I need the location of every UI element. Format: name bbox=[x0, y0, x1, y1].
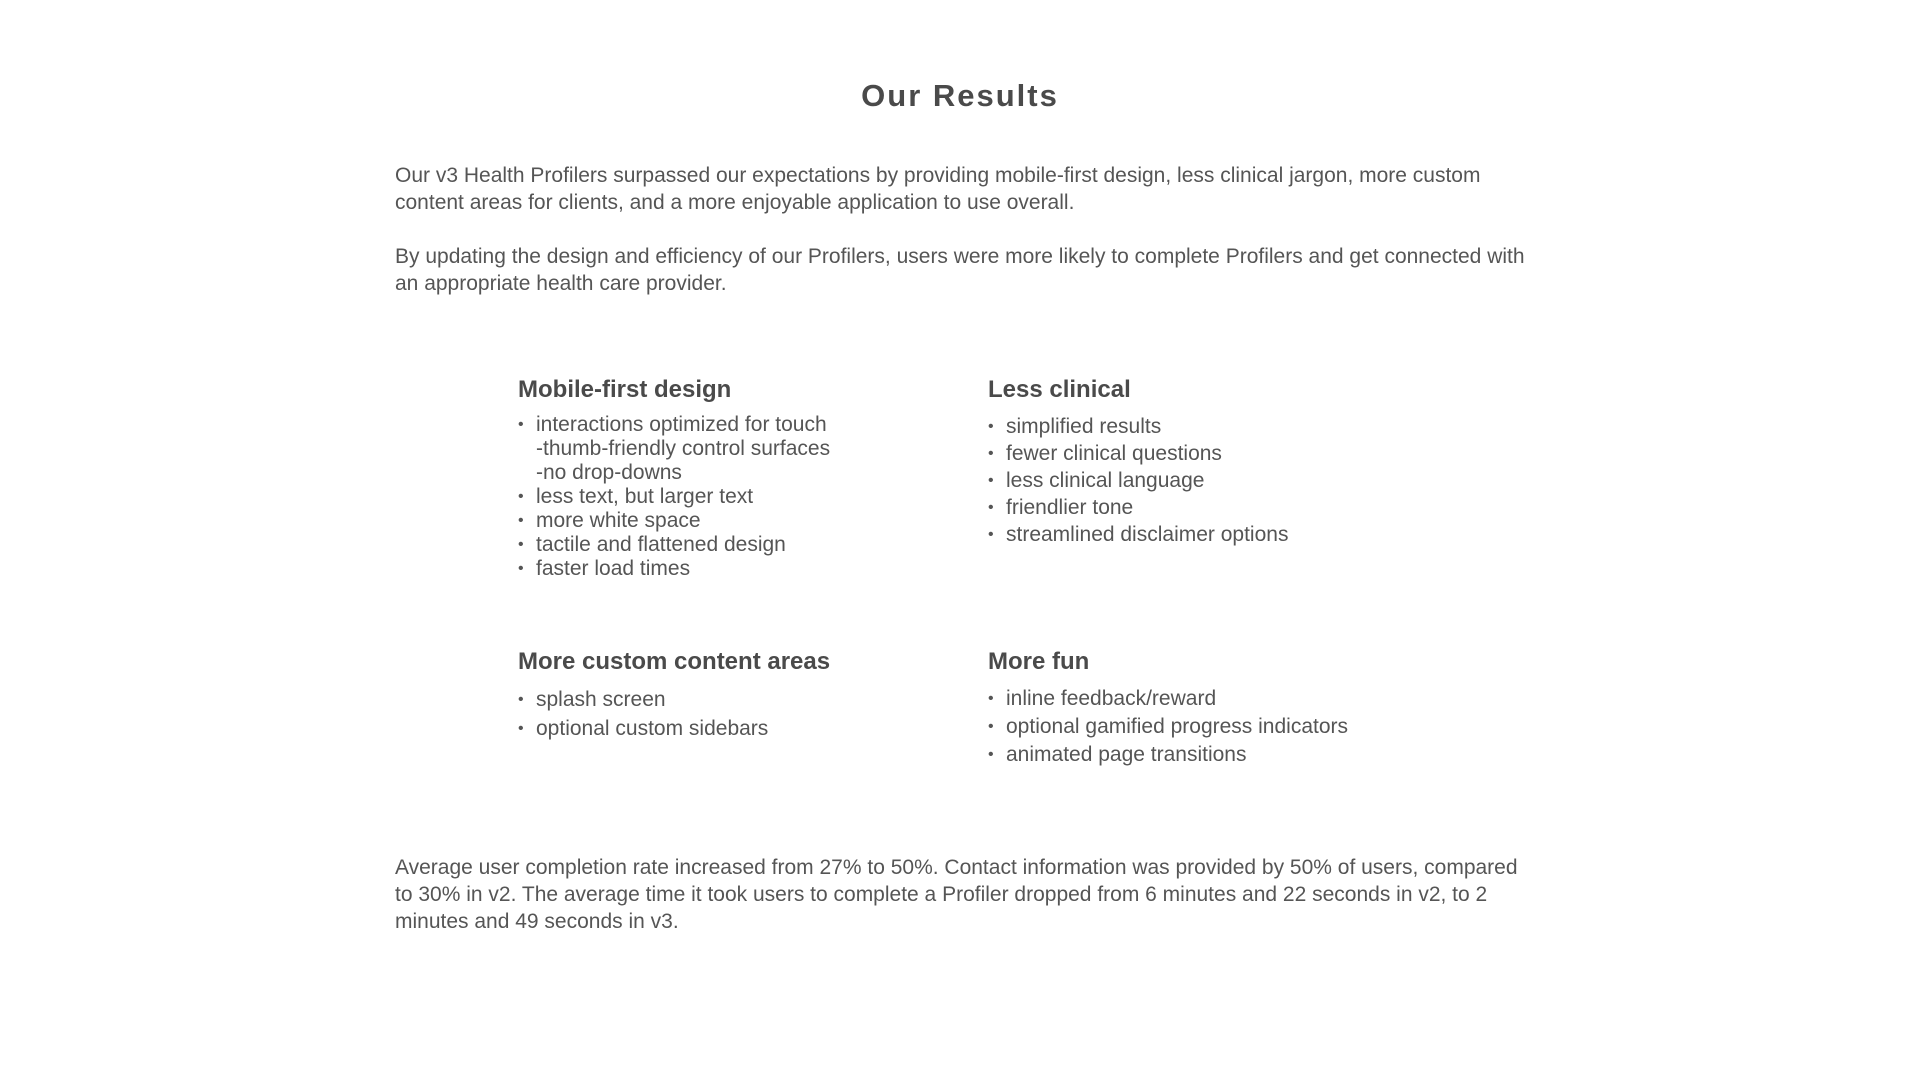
list-item: • optional gamified progress indicators bbox=[988, 713, 1408, 741]
list-item: • less text, but larger text bbox=[518, 485, 938, 509]
feature-more-fun bbox=[988, 647, 1408, 769]
summary-paragraph: Average user completion rate increased from 27% to 50%. Contact information was provided by 50% of users, compared to 30% in v2. The average time it took users to complete a Profiler dropped from 6 minutes and 22 seconds in v2, to 2 minutes and 49 seconds in v3. bbox=[395, 856, 1518, 933]
feature-less-clinical bbox=[988, 375, 1408, 548]
feature-heading: Less clinical bbox=[988, 376, 1131, 403]
list-item-text: interactions optimized for touch bbox=[536, 413, 827, 436]
list-item: • animated page transitions bbox=[988, 741, 1408, 769]
feature-list bbox=[518, 685, 938, 743]
intro-paragraph: By updating the design and efficiency of our Profilers, users were more likely to complete Profilers and get connected with an appropriate health care provider. bbox=[395, 245, 1525, 295]
feature-custom-content bbox=[518, 647, 938, 743]
list-item: • less clinical language bbox=[988, 467, 1408, 494]
intro-paragraph: Our v3 Health Profilers surpassed our expectations by providing mobile-first design, less clinical jargon, more custom content areas for clients, and a more enjoyable application to use overall. bbox=[395, 164, 1481, 214]
feature-list bbox=[988, 685, 1408, 769]
list-item: • splash screen bbox=[518, 685, 938, 714]
list-item: • tactile and flattened design bbox=[518, 533, 938, 557]
feature-mobile-first bbox=[518, 375, 938, 581]
feature-list bbox=[988, 413, 1408, 548]
feature-list bbox=[518, 413, 938, 581]
list-item: • simplified results bbox=[988, 413, 1408, 440]
list-item: • faster load times bbox=[518, 557, 938, 581]
list-sub-item: -no drop-downs bbox=[536, 461, 682, 484]
list-item: • optional custom sidebars bbox=[518, 714, 938, 743]
feature-heading: More custom content areas bbox=[518, 648, 831, 675]
feature-heading: Mobile-first design bbox=[518, 376, 732, 403]
list-sub-item: -thumb-friendly control surfaces bbox=[536, 437, 831, 460]
page-title: Our Results bbox=[861, 78, 1059, 113]
list-item bbox=[518, 413, 938, 485]
list-item: • inline feedback/reward bbox=[988, 685, 1408, 713]
list-item: • streamlined disclaimer options bbox=[988, 521, 1408, 548]
list-item: • friendlier tone bbox=[988, 494, 1408, 521]
feature-heading: More fun bbox=[988, 648, 1090, 675]
list-item: • fewer clinical questions bbox=[988, 440, 1408, 467]
list-item: • more white space bbox=[518, 509, 938, 533]
